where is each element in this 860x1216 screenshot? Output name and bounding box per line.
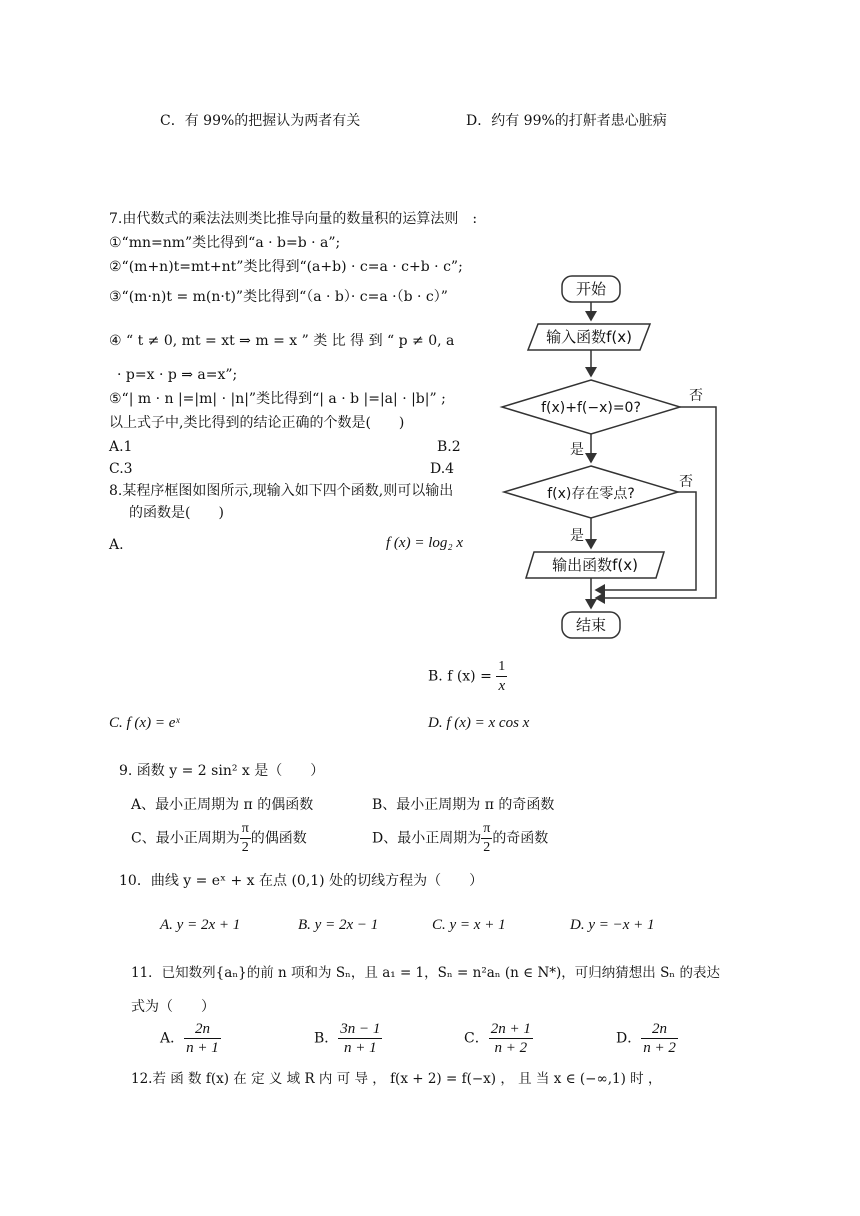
q11-b-num: 3n − 1 xyxy=(340,1021,381,1037)
q8-option-a-expr: f (x) = log₂ x xyxy=(386,535,463,551)
q11-a-fraction xyxy=(184,1020,221,1057)
flow-output-label: 输出函数f(x) xyxy=(552,556,638,574)
q8-option-b xyxy=(428,658,507,695)
q9-c-prefix: C、最小正周期为 xyxy=(131,830,240,847)
flow-cond2-label: f(x)存在零点? xyxy=(547,486,635,502)
q10-option-d: D. y = −x + 1 xyxy=(570,917,655,933)
q11-a-num: 2n xyxy=(184,1020,221,1039)
q9-c-two: 2 xyxy=(241,840,249,855)
q7-line-1: ①“mn=nm”类比得到“a · b=b · a”; xyxy=(109,235,341,251)
q10-option-a: A. y = 2x + 1 xyxy=(160,917,241,933)
q11-b-label: B． xyxy=(314,1030,339,1047)
q11-a-den: n + 1 xyxy=(186,1040,219,1056)
q7-line-2: ②“(m+n)t=mt+nt”类比得到“(a+b) · c=a · c+b · c”; xyxy=(109,259,463,275)
q7-line-3: ③“(m·n)t = m(n·t)”类比得到“（a · b）· c=a ·（b · c）” xyxy=(109,289,448,305)
q10-option-c: C. y = x + 1 xyxy=(432,917,506,933)
q11-c-label: C． xyxy=(464,1030,489,1047)
q11-d-label: D． xyxy=(616,1030,642,1047)
q9-c-suffix: 的偶函数 xyxy=(250,830,307,847)
flow-start-label: 开始 xyxy=(575,280,607,298)
q8-b-numerator: 1 xyxy=(496,658,507,677)
q8-option-a-label: A. xyxy=(109,537,124,553)
q9-stem: 9. 函数 y = 2 sin² x 是（ ） xyxy=(119,763,325,779)
q9-option-c xyxy=(131,820,307,857)
q11-stem-2: 式为（ ） xyxy=(131,999,215,1015)
q6-option-c: C．有 99%的把握认为两者有关 xyxy=(160,113,361,129)
q8-option-c: C. f (x) = eˣ xyxy=(109,715,180,731)
q8-option-d: D. f (x) = x cos x xyxy=(428,715,530,731)
q11-d-num: 2n xyxy=(641,1020,678,1039)
flow-no-1: 否 xyxy=(689,388,703,404)
flow-yes-1: 是 xyxy=(570,442,584,458)
q11-stem: 11．已知数列{aₙ}的前 n 项和为 Sₙ，且 a₁ = 1，Sₙ = n²aₙ (n ∈ N*)，可归纳猜想出 Sₙ 的表达 xyxy=(131,965,720,981)
q9-d-two: 2 xyxy=(483,840,491,855)
q11-b-fraction xyxy=(338,1020,382,1057)
q10-option-b: B. y = 2x − 1 xyxy=(298,917,379,933)
q9-d-fraction xyxy=(481,820,492,857)
q7-option-a: A.1 xyxy=(109,439,133,455)
no-path-2 xyxy=(596,492,696,590)
q6-option-d: D．约有 99%的打鼾者患心脏病 xyxy=(466,113,667,129)
q11-d-fraction xyxy=(641,1020,678,1057)
q7-ask: 以上式子中,类比得到的结论正确的个数是( ) xyxy=(109,415,405,431)
q11-a-label: A． xyxy=(160,1030,185,1047)
q12-stem: 12.若 函 数 f(x) 在 定 义 域 R 内 可 导 ， f(x + 2) = f(−x) ， 且 当 x ∈ (−∞,1) 时 ， xyxy=(131,1071,662,1087)
q11-c-fraction xyxy=(489,1020,533,1057)
q7-line-4a: ④ “ t ≠ 0, mt = xt ⇒ m = x ” 类 比 得 到 “ p ≠ 0, a xyxy=(109,333,455,349)
q11-b-den: n + 1 xyxy=(344,1040,377,1056)
q7-line-4b: · p=x · p ⇒ a=x”; xyxy=(117,367,238,383)
flow-yes-2: 是 xyxy=(570,528,584,544)
q7-stem: 7.由代数式的乘法法则类比推导向量的数量积的运算法则 : xyxy=(109,211,478,227)
q11-option-d xyxy=(616,1020,678,1057)
q9-c-fraction xyxy=(240,820,251,857)
program-flowchart xyxy=(490,262,730,647)
q7-option-c: C.3 xyxy=(109,461,133,477)
q8-b-denominator: x xyxy=(498,678,506,694)
flow-cond1-label: f(x)+f(−x)=0? xyxy=(541,400,641,416)
q7-option-d: D.4 xyxy=(430,461,455,477)
q7-option-b: B.2 xyxy=(437,439,461,455)
q9-d-suffix: 的奇函数 xyxy=(492,830,549,847)
q7-line-5: ⑤“| m · n |=|m| · |n|”类比得到“| a · b |=|a| · |b|” ; xyxy=(109,391,446,407)
q9-option-a: A、最小正周期为 π 的偶函数 xyxy=(131,797,314,813)
q11-option-b xyxy=(314,1020,382,1057)
q11-option-a xyxy=(160,1020,221,1057)
q9-d-prefix: D、最小正周期为 xyxy=(372,830,482,847)
flow-no-2: 否 xyxy=(679,474,693,490)
q9-c-pi: π xyxy=(240,820,251,839)
q8-option-b-fraction xyxy=(496,658,507,695)
flow-input-label: 输入函数f(x) xyxy=(546,328,632,346)
q8-stem-1: 8.某程序框图如图所示,现输入如下四个函数,则可以输出 xyxy=(109,483,454,499)
q9-option-b: B、最小正周期为 π 的奇函数 xyxy=(372,797,555,813)
q9-d-pi: π xyxy=(481,820,492,839)
q8-option-b-label: B. f (x) = xyxy=(428,668,492,685)
flow-end-label: 结束 xyxy=(575,616,607,634)
q11-d-den: n + 2 xyxy=(643,1040,676,1056)
q8-stem-2: 的函数是( ) xyxy=(129,505,224,521)
q9-option-d xyxy=(372,820,548,857)
q10-stem: 10．曲线 y = eˣ + x 在点 (0,1) 处的切线方程为（ ） xyxy=(119,873,484,889)
q11-option-c xyxy=(464,1020,533,1057)
q11-c-den: n + 2 xyxy=(494,1040,528,1056)
q11-c-num: 2n + 1 xyxy=(490,1021,531,1037)
